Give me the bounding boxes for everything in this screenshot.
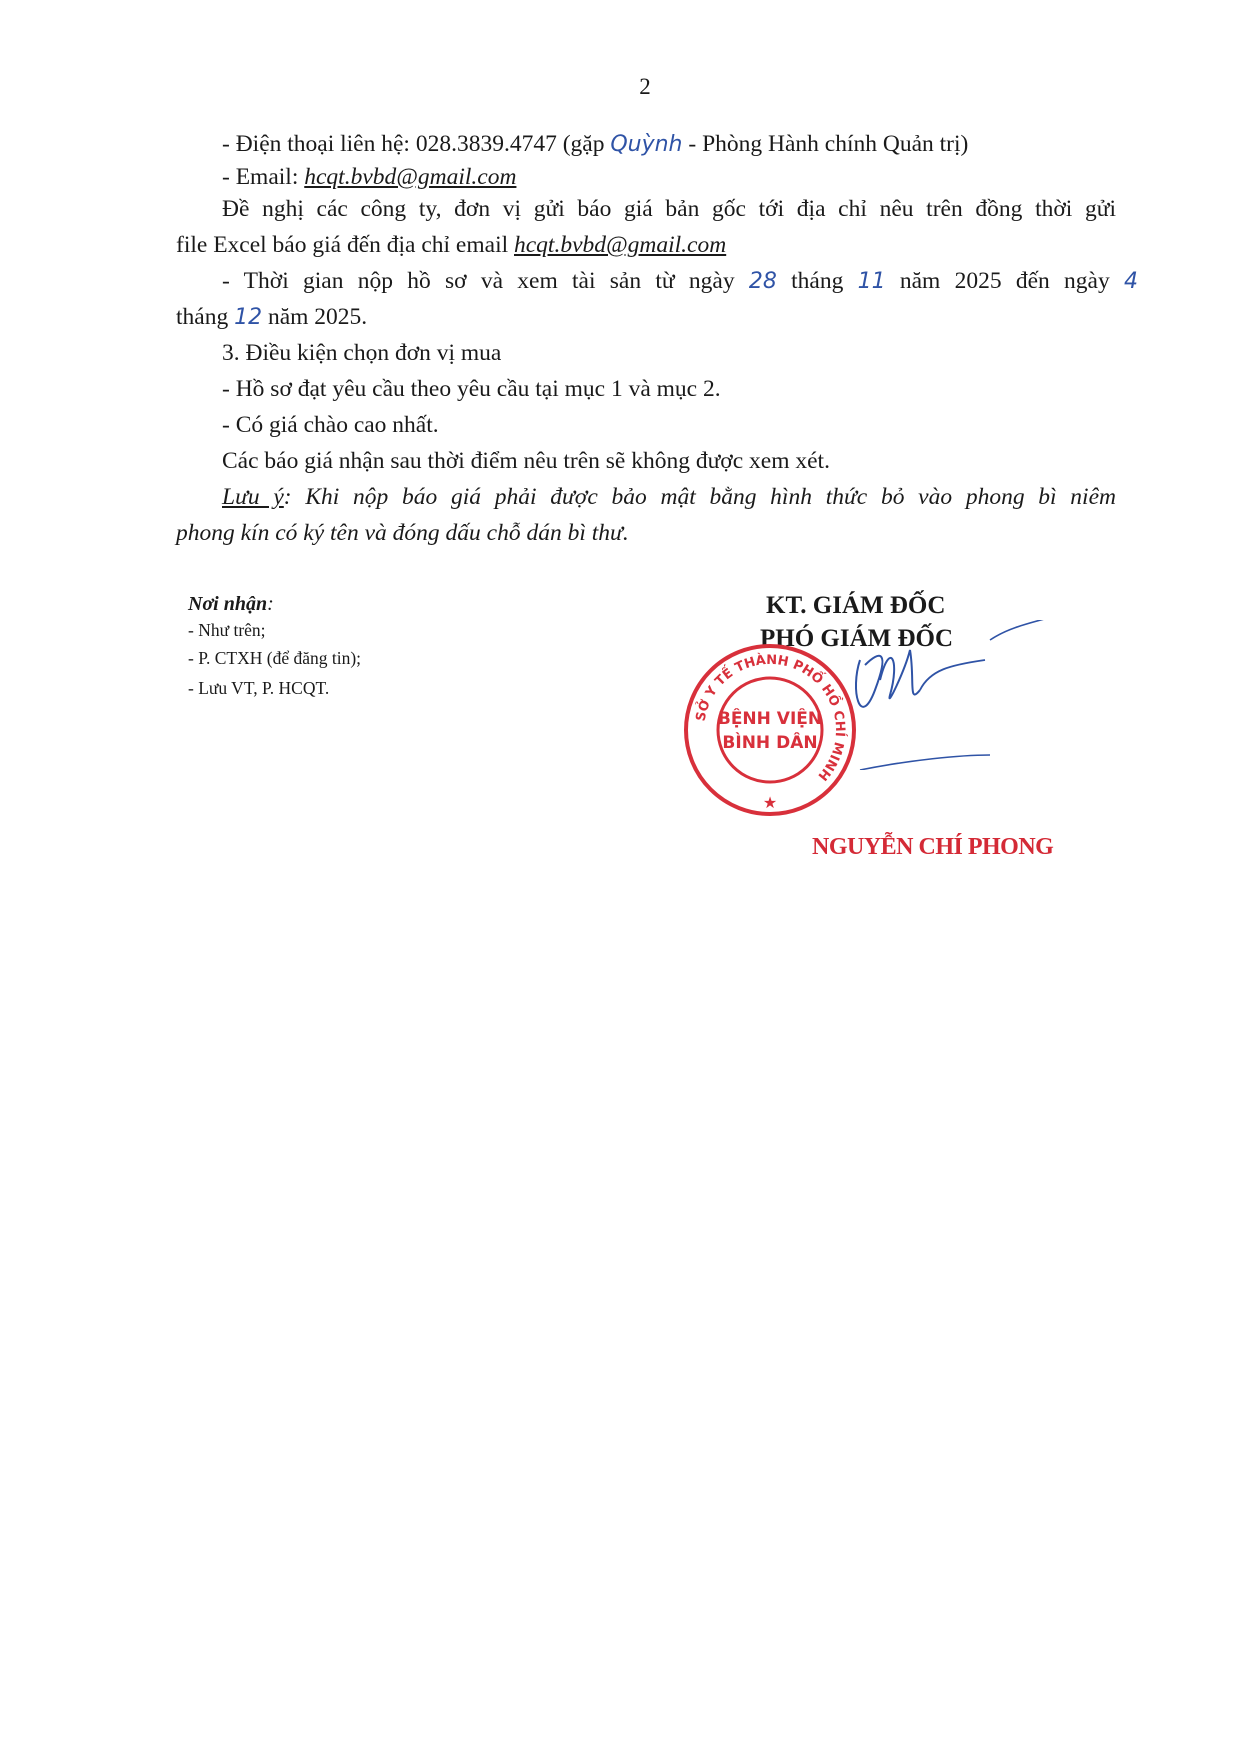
request-line-2: file Excel báo giá đến địa chỉ email hcqt.bvbd@gmail.com [176, 232, 727, 258]
handwritten-day-from: 28 [748, 269, 777, 294]
page-number: 2 [639, 74, 651, 99]
signer-name: NGUYỄN CHÍ PHONG [812, 834, 1054, 860]
email-line: - Email: hcqt.bvbd@gmail.com [222, 164, 517, 190]
svg-text:SỞ Y TẾ THÀNH PHỐ HỒ CHÍ MINH: SỞ Y TẾ THÀNH PHỐ HỒ CHÍ MINH [693, 652, 848, 784]
recipient-item: - Lưu VT, P. HCQT. [188, 678, 330, 698]
signature-title-1: KT. GIÁM ĐỐC [766, 592, 946, 619]
deadline-line-2: tháng 12 năm 2025. [176, 304, 368, 330]
signature-title-2: PHÓ GIÁM ĐỐC [760, 625, 954, 652]
recipients-title: Nơi nhận: [188, 593, 274, 615]
handwritten-month-from: 11 [857, 269, 886, 294]
handwritten-month-to: 12 [234, 305, 263, 330]
handwritten-day-to: 4 [1124, 269, 1138, 294]
section-3-item-2: - Có giá chào cao nhất. [222, 412, 439, 438]
remark-label: Lưu ý [222, 484, 284, 510]
section-3-item-1: - Hồ sơ đạt yêu cầu theo yêu cầu tại mục 1 và mục 2. [222, 376, 721, 402]
svg-text:★: ★ [762, 793, 778, 812]
remark-line-1: Lưu ý: Khi nộp báo giá phải được bảo mật bằng hình thức bỏ vào phong bì niêm [222, 484, 1116, 510]
recipient-item: - Như trên; [188, 620, 266, 640]
handwritten-contact-name: Quỳnh [610, 132, 683, 157]
recipient-item: - P. CTXH (để đăng tin); [188, 648, 362, 668]
request-line-1: Đề nghị các công ty, đơn vị gửi báo giá bản gốc tới địa chỉ nêu trên đồng thời gửi [222, 196, 1116, 222]
email-link-2[interactable]: hcqt.bvbd@gmail.com [514, 232, 727, 258]
contact-line: - Điện thoại liên hệ: 028.3839.4747 (gặp Quỳnh - Phòng Hành chính Quản trị) [222, 131, 969, 157]
svg-text:BÌNH DÂN: BÌNH DÂN [722, 733, 818, 753]
handwritten-signature [820, 620, 1080, 770]
section-3-heading: 3. Điều kiện chọn đơn vị mua [222, 340, 502, 366]
deadline-line-1: - Thời gian nộp hồ sơ và xem tài sản từ ngày 28 tháng 11 năm 2025 đến ngày 4 [222, 268, 1138, 294]
late-quote-note: Các báo giá nhận sau thời điểm nêu trên sẽ không được xem xét. [222, 448, 830, 474]
svg-text:BỆNH VIỆN: BỆNH VIỆN [717, 709, 823, 729]
email-link[interactable]: hcqt.bvbd@gmail.com [304, 164, 517, 190]
remark-line-2: phong kín có ký tên và đóng dấu chỗ dán bì thư. [176, 520, 629, 546]
